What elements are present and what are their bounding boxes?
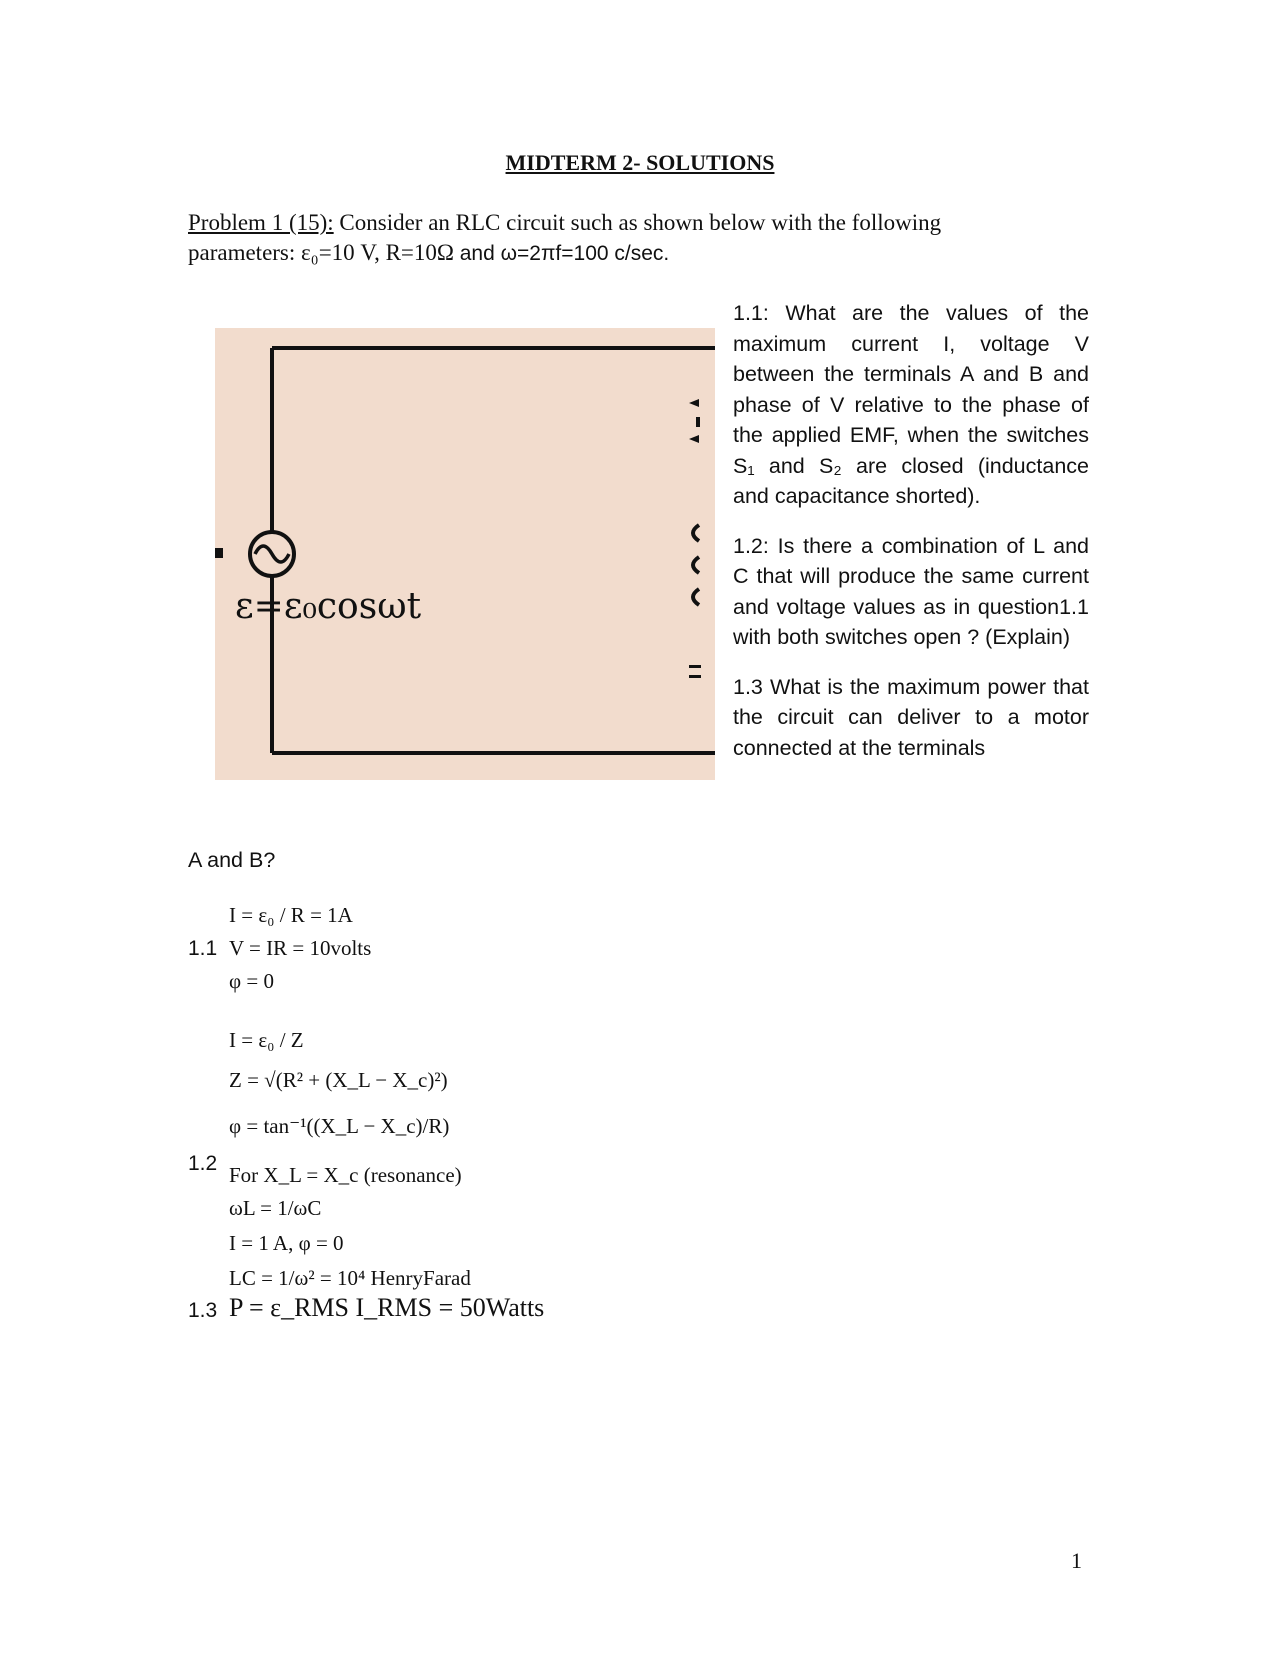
solution-1-1-label: 1.1 xyxy=(188,937,218,960)
problem-params: parameters: ε₀=10 V, R=10Ω xyxy=(188,240,460,265)
solution-1-3-power: P = ε_RMS I_RMS = 50Watts xyxy=(229,1293,545,1322)
solution-1-3-label: 1.3 xyxy=(188,1299,218,1322)
question-1-3: 1.3 What is the maximum power that the circuit can deliver to a motor connected at the terminals xyxy=(733,674,1089,760)
solution-1-2-current: I = ε₀ / Z xyxy=(229,1028,304,1052)
page-title: MIDTERM 2- SOLUTIONS xyxy=(505,150,775,175)
emf-label: ε=ε₀cosωt xyxy=(235,586,422,627)
sine-wave-icon xyxy=(255,546,289,562)
solution-1-1-phase: φ = 0 xyxy=(229,969,274,993)
source-lead xyxy=(215,548,223,558)
solution-1-2-label: 1.2 xyxy=(188,1152,218,1175)
problem-params-tail: and ω=2πf=100 c/sec. xyxy=(459,242,670,265)
edge-circuit-marks xyxy=(687,395,701,715)
problem-text: Consider an RLC circuit such as shown below with the following xyxy=(333,210,942,235)
question-1-3-continued: A and B? xyxy=(188,848,276,872)
problem-label: Problem 1 (15): xyxy=(188,210,334,235)
solution-1-2-impedance: Z = √(R² + (X_L − X_c)²) xyxy=(229,1068,448,1092)
solution-1-2-resonance: For X_L = X_c (resonance) xyxy=(229,1163,462,1187)
circuit-figure xyxy=(215,328,715,780)
circuit-diagram xyxy=(215,328,715,780)
page-number: 1 xyxy=(1071,1548,1082,1573)
solution-1-1-voltage: V = IR = 10volts xyxy=(229,936,372,960)
question-1-2: 1.2: Is there a combination of L and C that will produce the same current and voltage values as in question1.1 with both switches open ? (Explain) xyxy=(733,533,1089,649)
problem-statement xyxy=(188,208,1088,269)
solution-1-1-current: I = ε₀ / R = 1A xyxy=(229,903,353,927)
solution-1-2-omega-relation: ωL = 1/ωC xyxy=(229,1196,322,1220)
solution-1-2-result: I = 1 A, φ = 0 xyxy=(229,1231,344,1255)
solution-1-2-lc-product: LC = 1/ω² = 10⁴ HenryFarad xyxy=(229,1266,471,1290)
questions-column xyxy=(733,298,1089,782)
solution-1-2-phase: φ = tan⁻¹((X_L − X_c)/R) xyxy=(229,1114,450,1138)
question-1-1: 1.1: What are the values of the maximum current I, voltage V between the terminals A and B and phase of V relative to the phase of the applied EMF, when the switches S₁ and S₂ are closed (inductance and capacitance shorted). xyxy=(733,301,1089,508)
